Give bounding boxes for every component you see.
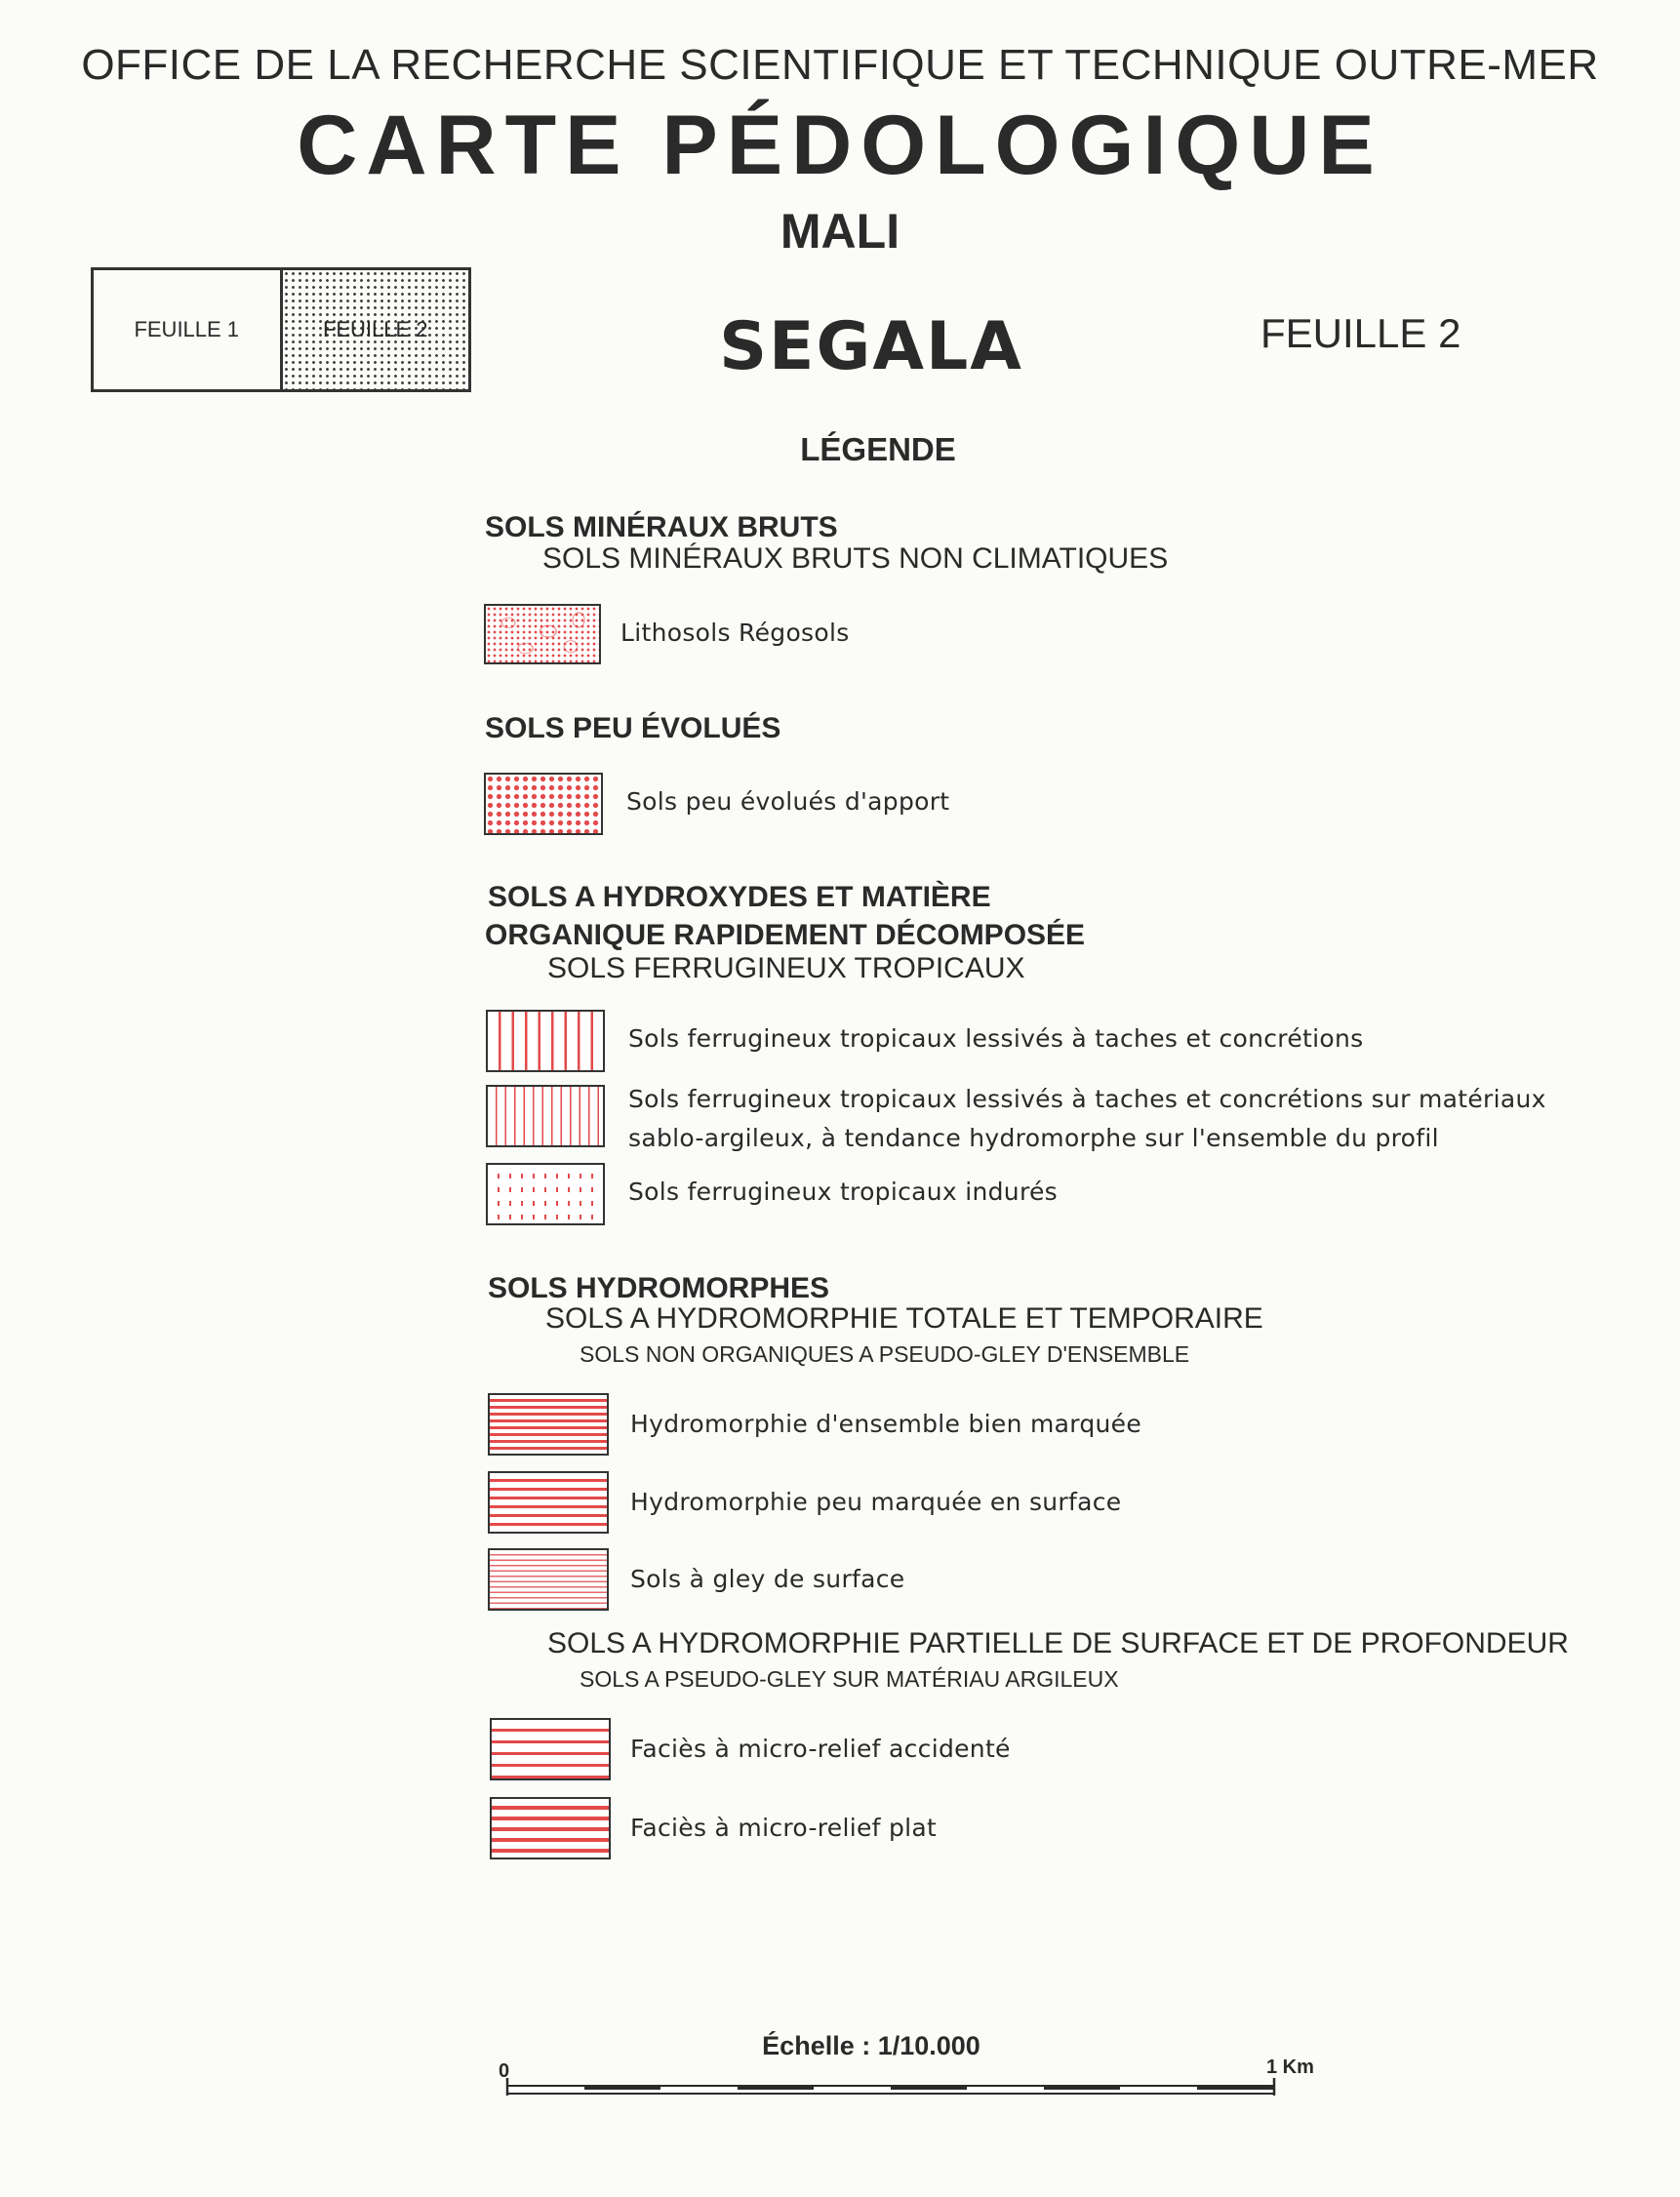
scale-title: Échelle : 1/10.000 [762, 2031, 980, 2060]
legend-swatch-gley-surface [488, 1548, 609, 1611]
map-title: CARTE PÉDOLOGIQUE [297, 99, 1383, 192]
map-name: SEGALA [719, 308, 1023, 385]
legend-swatch-lithosols [484, 604, 601, 664]
scale-start-label: 0 [499, 2060, 510, 2082]
subgroup-hydromorphie-totale: SOLS A HYDROMORPHIE TOTALE ET TEMPORAIRE [545, 1302, 1263, 1335]
legend-label-ferrugineux-hydromorphe-2: sablo-argileux, à tendance hydromorphe sur l'ensemble du profil [628, 1124, 1439, 1152]
legend-label-hydromorphie-bien-marquee: Hydromorphie d'ensemble bien marquée [630, 1410, 1142, 1438]
legend-label-micro-relief-accidente: Faciès à micro-relief accidenté [630, 1735, 1011, 1763]
group-title-mineraux-bruts: SOLS MINÉRAUX BRUTS [485, 511, 838, 543]
country-title: MALI [780, 204, 900, 259]
legend-label-ferrugineux-hydromorphe-1: Sols ferrugineux tropicaux lessivés à taches et concrétions sur matériaux [628, 1085, 1546, 1113]
legend-swatch-micro-relief-plat [490, 1797, 611, 1859]
legend-label-ferrugineux-lessives: Sols ferrugineux tropicaux lessivés à taches et concrétions [628, 1024, 1364, 1053]
legend-swatch-apport [484, 773, 603, 835]
group-title-peu-evolues: SOLS PEU ÉVOLUÉS [485, 712, 781, 744]
legend-swatch-hydromorphie-peu-marquee [488, 1471, 609, 1534]
legend-swatch-micro-relief-accidente [490, 1718, 611, 1780]
legend-swatch-hydromorphie-bien-marquee [488, 1393, 609, 1456]
group-title-hydroxydes-2: ORGANIQUE RAPIDEMENT DÉCOMPOSÉE [485, 919, 1086, 951]
group-title-hydromorphes: SOLS HYDROMORPHES [488, 1272, 830, 1304]
subgroup-non-climatiques: SOLS MINÉRAUX BRUTS NON CLIMATIQUES [542, 542, 1169, 575]
subgroup-hydromorphie-partielle: SOLS A HYDROMORPHIE PARTIELLE DE SURFACE ET DE PROFONDEUR [547, 1627, 1569, 1659]
subsubgroup-pseudo-gley-ensemble: SOLS NON ORGANIQUES A PSEUDO-GLEY D'ENSEMBLE [580, 1341, 1190, 1367]
scale-end-label: 1 Km [1266, 2057, 1314, 2078]
office-title: OFFICE DE LA RECHERCHE SCIENTIFIQUE ET TECHNIQUE OUTRE-MER [81, 41, 1599, 89]
sheet-2-label: FEUILLE 2 [322, 317, 428, 341]
group-title-hydroxydes-1: SOLS A HYDROXYDES ET MATIÈRE [488, 881, 991, 913]
scale-bar [505, 2076, 1286, 2101]
legend-swatch-ferrugineux-hydromorphe [486, 1085, 605, 1147]
legend-label-hydromorphie-peu-marquee: Hydromorphie peu marquée en surface [630, 1488, 1122, 1516]
subgroup-ferrugineux-tropicaux: SOLS FERRUGINEUX TROPICAUX [547, 952, 1025, 984]
legend-swatch-ferrugineux-indures [486, 1163, 605, 1225]
legend-label-apport: Sols peu évolués d'apport [626, 787, 950, 816]
current-sheet-label: FEUILLE 2 [1260, 310, 1461, 356]
legend-swatch-ferrugineux-lessives [486, 1010, 605, 1072]
sheet-1-label: FEUILLE 1 [134, 317, 240, 341]
legend-label-lithosols: Lithosols Régosols [620, 619, 850, 647]
legend-title: LÉGENDE [800, 431, 956, 467]
legend-label-ferrugineux-indures: Sols ferrugineux tropicaux indurés [628, 1178, 1058, 1206]
legend-label-gley-surface: Sols à gley de surface [630, 1565, 905, 1593]
subsubgroup-pseudo-gley-argileux: SOLS A PSEUDO-GLEY SUR MATÉRIAU ARGILEUX [580, 1666, 1119, 1692]
legend-label-micro-relief-plat: Faciès à micro-relief plat [630, 1814, 938, 1842]
